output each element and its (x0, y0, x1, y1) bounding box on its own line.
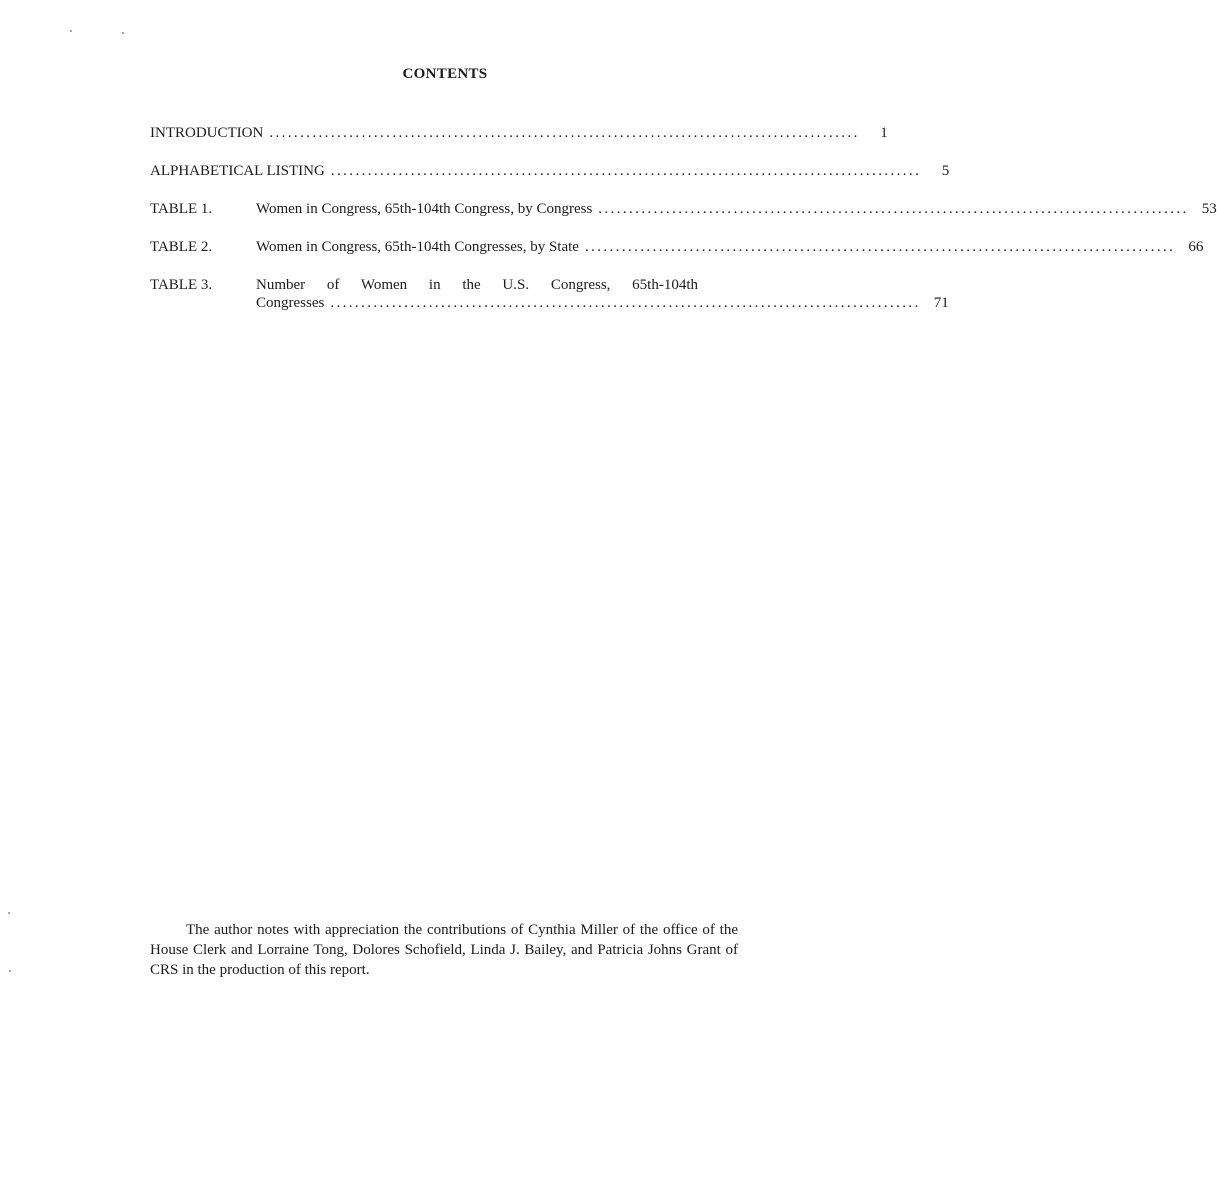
toc-table-description: Women in Congress, 65th-104th Congresses, by State (256, 239, 579, 255)
acknowledgement-note (150, 920, 738, 980)
toc-table-description-line1: Number of Women in the U.S. Congress, 65th-104th (256, 277, 698, 293)
toc-table-description-line2: Congresses (256, 295, 325, 311)
toc-table-label: TABLE 2. (150, 239, 213, 255)
scan-speck (9, 970, 11, 972)
scan-speck (122, 32, 124, 34)
toc-table-description-line2-row (256, 294, 949, 312)
scan-speck (70, 30, 72, 32)
scan-speck (8, 912, 10, 914)
dot-leader: ................................................................................................ (584, 239, 1176, 255)
toc-entry-page: 66 (1188, 239, 1204, 255)
toc-entry-page: 53 (1201, 201, 1217, 217)
dot-leader: ................................................................................................ (598, 201, 1189, 217)
toc-entry-table-2[interactable] (150, 238, 1204, 256)
toc-entry-page: 71 (933, 295, 949, 311)
toc-entry-label: INTRODUCTION (150, 125, 264, 141)
toc-entry-page: 1 (880, 125, 888, 141)
toc-table-description: Women in Congress, 65th-104th Congress, by Congress (256, 201, 593, 217)
toc-entry-table-3[interactable] (150, 276, 949, 312)
toc-table-label: TABLE 1. (150, 201, 213, 217)
dot-leader: ................................................................................................ (330, 295, 921, 311)
toc-entry-table-1[interactable] (150, 200, 1217, 218)
toc-table-description-block (256, 276, 949, 312)
toc-entry-alphabetical-listing[interactable] (150, 162, 950, 180)
acknowledgement-text: The author notes with appreciation the contributions of Cynthia Miller of the office of the House Clerk and Lorraine Tong, Dolores Schofield, Linda J. Bailey, and Patricia Johns Grant of CRS in the production of this report. (150, 922, 738, 978)
dot-leader: ................................................................................................ (269, 125, 860, 141)
toc-entry-introduction[interactable] (150, 124, 888, 142)
dot-leader: ................................................................................................ (330, 163, 922, 179)
toc-entry-page: 5 (941, 163, 950, 179)
toc-table-label: TABLE 3. (150, 277, 213, 293)
table-of-contents (150, 124, 1217, 332)
toc-entry-label: ALPHABETICAL LISTING (150, 163, 325, 179)
page-title: CONTENTS (402, 66, 488, 82)
